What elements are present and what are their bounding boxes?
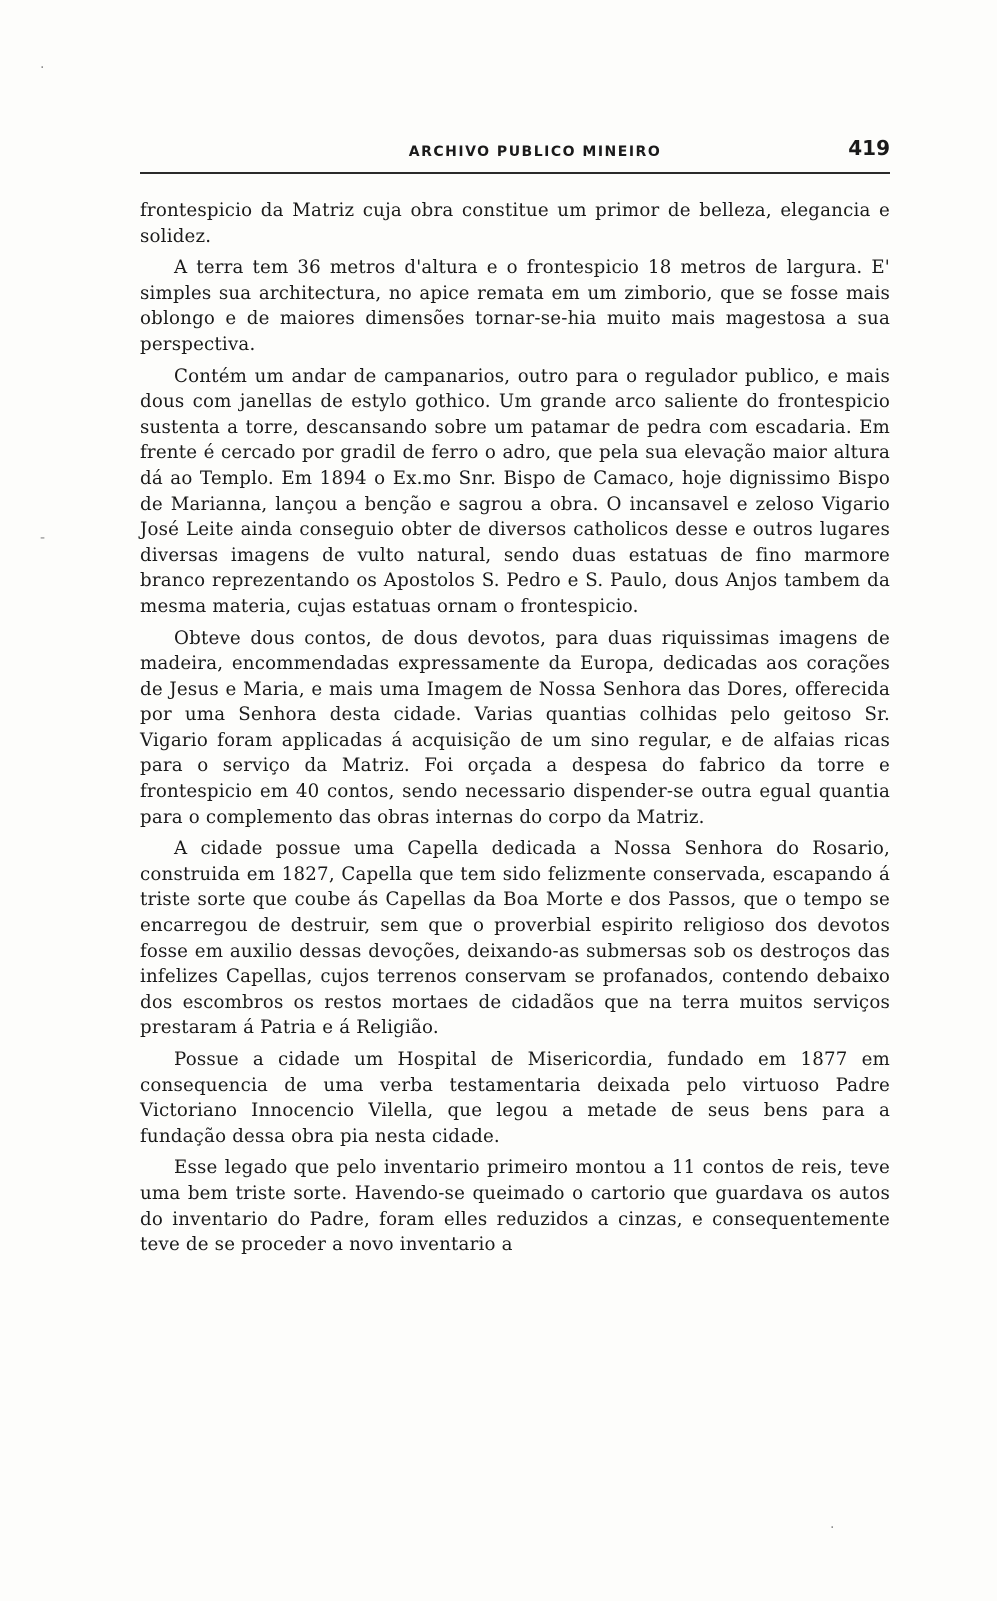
- running-head: ARCHIVO PUBLICO MINEIRO: [408, 144, 662, 160]
- body-text: [140, 198, 890, 1264]
- page-number: 419: [848, 136, 890, 160]
- scan-speck: -: [40, 530, 46, 546]
- paragraph: Possue a cidade um Hospital de Misericordia, fundado em 1877 em consequencia de uma verba testamentaria deixada pelo virtuoso Padre Victoriano Innocencio Vilella, que legou a metade de seus bens para a fundação dessa obra pia nesta cidade.: [140, 1049, 890, 1147]
- scan-speck: ·: [830, 1520, 835, 1536]
- paragraph: A terra tem 36 metros d'altura e o frontespicio 18 metros de largura. E' simples sua architectura, no apice remata em um zimborio, que se fosse mais oblongo e de maiores dimensões tornar-se-hia muito mais magestosa a sua perspectiva.: [140, 257, 890, 355]
- paragraph: frontespicio da Matriz cuja obra constitue um primor de belleza, elegancia e solidez.: [140, 200, 890, 247]
- paragraph: Contém um andar de campanarios, outro para o regulador publico, e mais dous com janellas de estylo gothico. Um grande arco saliente do frontespicio sustenta a torre, descansando sobre um patamar de pedra com escadaria. Em frente é cercado por gradil de ferro o adro, que pela sua elevação maior altura dá ao Templo. Em 1894 o Ex.mo Snr. Bispo de Camaco, hoje dignissimo Bispo de Marianna, lançou a benção e sagrou a obra. O incansavel e zeloso Vigario José Leite ainda conseguio obter de diversos catholicos desse e outros lugares diversas imagens de vulto natural, sendo duas estatuas de fino marmore branco reprezentando os Apostolos S. Pedro e S. Paulo, dous Anjos tambem da mesma materia, cujas estatuas ornam o frontespicio.: [140, 365, 890, 617]
- paragraph: Esse legado que pelo inventario primeiro montou a 11 contos de reis, teve uma bem triste sorte. Havendo-se queimado o cartorio que guardava os autos do inventario do Padre, foram elles reduzidos a cinzas, e consequentemente teve de se proceder a novo inventario a: [140, 1157, 890, 1256]
- page-header: [140, 136, 890, 166]
- paragraph: A cidade possue uma Capella dedicada a Nossa Senhora do Rosario, construida em 1827, Capella que tem sido felizmente conservada, escapando á triste sorte que coube ás Capellas da Boa Morte e dos Passos, que o tempo se encarregou de destruir, sem que o proverbial espirito religioso dos devotos fosse em auxilio dessas devoções, deixando-as submersas sob os destroços das infelizes Capellas, cujos terrenos conservam se profanados, contendo debaixo dos escombros os restos mortaes de cidadãos que na terra muitos serviços prestaram á Patria e á Religião.: [140, 838, 890, 1039]
- scan-speck: ·: [40, 60, 45, 76]
- paragraph: Obteve dous contos, de dous devotos, para duas riquissimas imagens de madeira, encommendadas expressamente da Europa, dedicadas aos corações de Jesus e Maria, e mais uma Imagem de Nossa Senhora das Dores, offerecida por uma Senhora desta cidade. Varias quantias colhidas pelo geitoso Sr. Vigario foram applicadas á acquisição de um sino regular, e de alfaias ricas para o serviço da Matriz. Foi orçada a despesa do fabrico da torre e frontespicio em 40 contos, sendo necessario dispender-se outra egual quantia para o complemento das obras internas do corpo da Matriz.: [140, 627, 890, 828]
- header-rule: [140, 172, 890, 174]
